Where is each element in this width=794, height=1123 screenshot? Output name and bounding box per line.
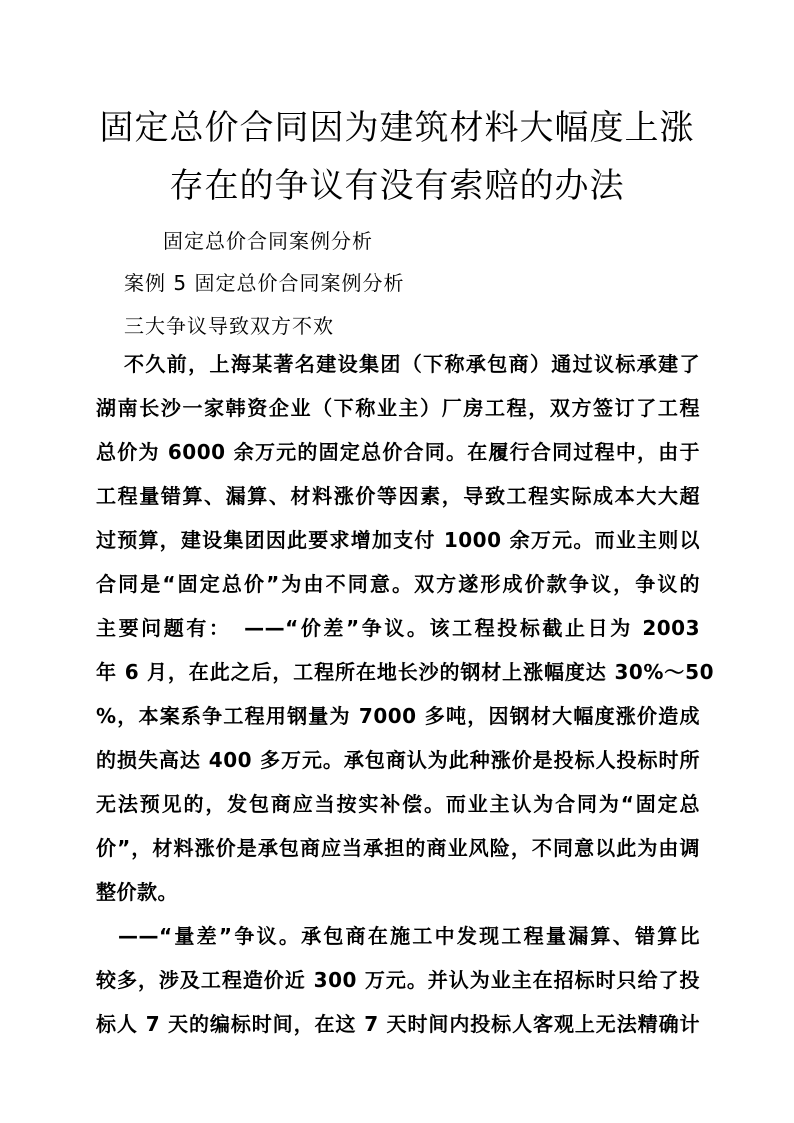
paragraph-line: 主要问题有： ——“价差”争议。该工程投标截止日为 2003: [96, 616, 700, 640]
paragraph-line: 湖南长沙一家韩资企业（下称业主）厂房工程，双方签订了工程: [96, 396, 700, 420]
subheading-three-disputes: 三大争议导致双方不欢: [124, 314, 334, 338]
document-title-line-1: 固定总价合同因为建筑材料大幅度上涨: [99, 108, 695, 148]
paragraph-line: 整价款。: [96, 880, 178, 904]
subheading-case-analysis: 固定总价合同案例分析: [163, 229, 373, 253]
paragraph-line: 过预算，建设集团因此要求增加支付 1000 余万元。而业主则以: [96, 528, 700, 552]
paragraph-line: 的损失高达 400 多万元。承包商认为此种涨价是投标人投标时所: [96, 748, 700, 772]
paragraph-line: 不久前，上海某著名建设集团（下称承包商）通过议标承建了: [124, 352, 700, 376]
paragraph-line: %，本案系争工程用钢量为 7000 多吨，因钢材大幅度涨价造成: [96, 704, 700, 728]
document-title-line-2: 存在的争议有没有索赔的办法: [169, 166, 625, 206]
subheading-case-5: 案例 5 固定总价合同案例分析: [124, 271, 405, 295]
paragraph-line: 无法预见的，发包商应当按实补偿。而业主认为合同为“固定总: [96, 792, 700, 816]
paragraph-line: 标人 7 天的编标时间，在这 7 天时间内投标人客观上无法精确计: [96, 1012, 700, 1036]
paragraph-line: 工程量错算、漏算、材料涨价等因素，导致工程实际成本大大超: [96, 484, 700, 508]
paragraph-line: 合同是“固定总价”为由不同意。双方遂形成价款争议，争议的: [96, 572, 700, 596]
paragraph-line: 较多，涉及工程造价近 300 万元。并认为业主在招标时只给了投: [96, 968, 700, 992]
paragraph-line: 年 6 月，在此之后，工程所在地长沙的钢材上涨幅度达 30%～50: [96, 660, 714, 684]
paragraph-line: 价”，材料涨价是承包商应当承担的商业风险，不同意以此为由调: [96, 836, 700, 860]
paragraph-line: 总价为 6000 余万元的固定总价合同。在履行合同过程中，由于: [96, 440, 700, 464]
paragraph-line: ——“量差”争议。承包商在施工中发现工程量漏算、错算比: [118, 924, 700, 948]
